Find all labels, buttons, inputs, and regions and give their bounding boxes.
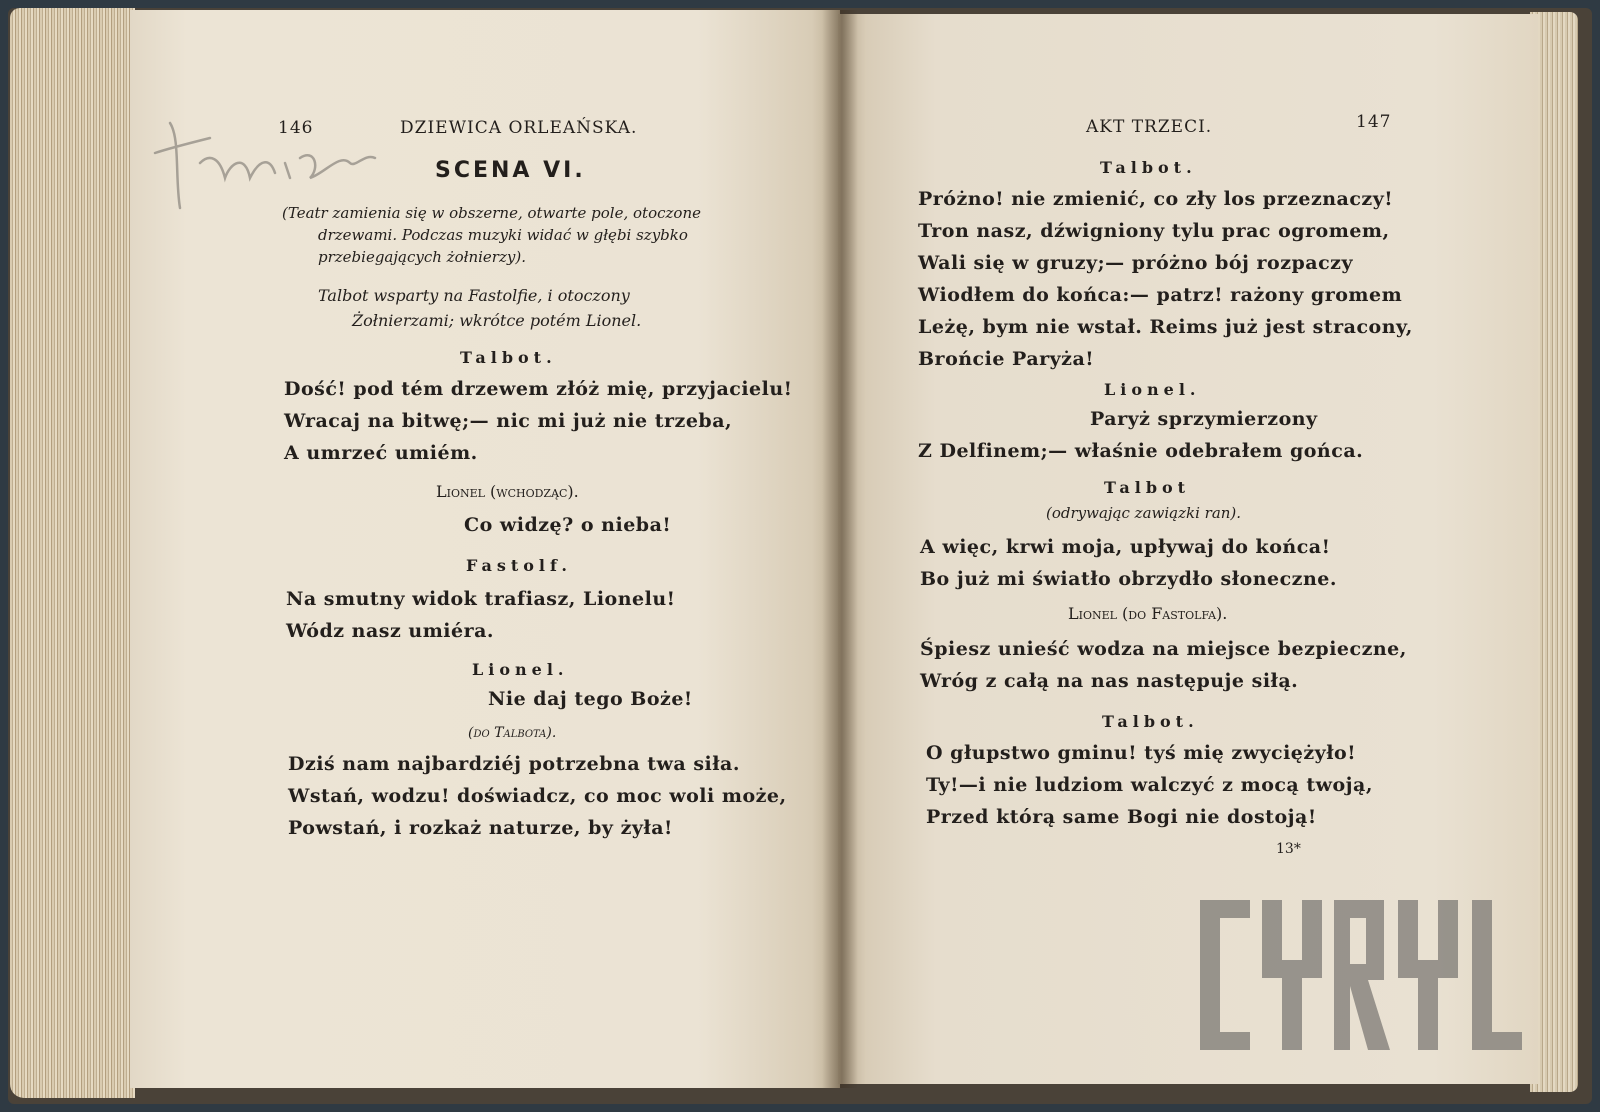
stage-direction-line-3: przebiegających żołnierzy). xyxy=(318,248,526,266)
speaker-lionel-to-fastolf: Lionel (do Fastolfa). xyxy=(1068,604,1228,623)
speaker-talbot: Talbot xyxy=(1104,478,1191,497)
cast-line-1: Talbot wsparty na Fastolfie, i otoczony xyxy=(318,286,630,305)
signature-mark: 13* xyxy=(1276,841,1301,857)
verse-line: Wróg z całą na nas następuje siłą. xyxy=(920,670,1299,692)
book-gutter xyxy=(822,10,858,1088)
verse-line: Na smutny widok trafiasz, Lionelu! xyxy=(286,588,676,610)
verse-line: Wstań, wodzu! doświadcz, co moc woli może, xyxy=(288,785,787,807)
verse-line: Nie daj tego Boże! xyxy=(488,688,693,710)
speaker-lionel: Lionel. xyxy=(472,660,569,679)
verse-line: A więc, krwi moja, upływaj do końca! xyxy=(920,536,1331,558)
verse-line: Śpiesz unieść wodza na miejsce bezpieczne, xyxy=(920,638,1407,660)
verse-line: Leżę, bym nie wstał. Reims już jest stracony, xyxy=(918,316,1413,338)
page-edges-left xyxy=(10,8,135,1098)
page-number-right: 147 xyxy=(1356,112,1392,132)
page-number-left: 146 xyxy=(278,118,314,138)
verse-line: Wracaj na bitwę;— nic mi już nie trzeba, xyxy=(284,410,733,432)
verse-line: Wiodłem do końca:— patrz! rażony gromem xyxy=(918,284,1403,306)
verse-line: Dość! pod tém drzewem złóż mię, przyjacielu! xyxy=(284,378,793,400)
lionel-aside: (do Talbota). xyxy=(468,725,557,741)
verse-line: Tron nasz, dźwigniony tylu prac ogromem, xyxy=(918,220,1390,242)
running-head-right: AKT TRZECI. xyxy=(1086,117,1213,137)
stage-direction-line-1: (Teatr zamienia się w obszerne, otwarte pole, otoczone xyxy=(282,204,701,222)
verse-line: Paryż sprzymierzony xyxy=(1090,408,1318,430)
talbot-direction: (odrywając zawiązki ran). xyxy=(1046,504,1242,522)
verse-line: Co widzę? o nieba! xyxy=(464,514,672,536)
speaker-talbot: Talbot. xyxy=(1100,158,1197,177)
verse-line: Z Delfinem;— właśnie odebrałem gońca. xyxy=(918,440,1364,462)
verse-line: Powstań, i rozkaż naturze, by żyła! xyxy=(288,817,673,839)
verse-line: Przed którą same Bogi nie dostoją! xyxy=(926,806,1317,828)
pencil-annotation xyxy=(150,108,390,218)
speaker-lionel-entering: Lionel (wchodząc). xyxy=(436,482,579,501)
verse-line: Bo już mi światło obrzydło słoneczne. xyxy=(920,568,1337,590)
cyryl-watermark-logo xyxy=(1200,900,1530,1050)
running-head-left: DZIEWICA ORLEAŃSKA. xyxy=(400,118,638,138)
verse-line: Dziś nam najbardziéj potrzebna twa siła. xyxy=(288,753,740,775)
scene-title: SCENA VI. xyxy=(435,158,586,183)
verse-line: Ty!—i nie ludziom walczyć z mocą twoją, xyxy=(926,774,1373,796)
verse-line: Wali się w gruzy;— próżno bój rozpaczy xyxy=(918,252,1353,274)
verse-line: O głupstwo gminu! tyś mię zwyciężyło! xyxy=(926,742,1357,764)
stage-direction-line-2: drzewami. Podczas muzyki widać w głębi szybko xyxy=(318,226,688,244)
speaker-talbot: Talbot. xyxy=(460,348,557,367)
cast-line-2: Żołnierzami; wkrótce potém Lionel. xyxy=(352,311,642,330)
verse-line: Wódz nasz umiéra. xyxy=(286,620,495,642)
speaker-lionel: Lionel. xyxy=(1104,380,1201,399)
verse-line: A umrzeć umiém. xyxy=(284,442,478,464)
verse-line: Brońcie Paryża! xyxy=(918,348,1095,370)
speaker-talbot: Talbot. xyxy=(1102,712,1199,731)
verse-line: Próżno! nie zmienić, co zły los przeznaczy! xyxy=(918,188,1394,210)
speaker-fastolf: Fastolf. xyxy=(466,556,572,575)
